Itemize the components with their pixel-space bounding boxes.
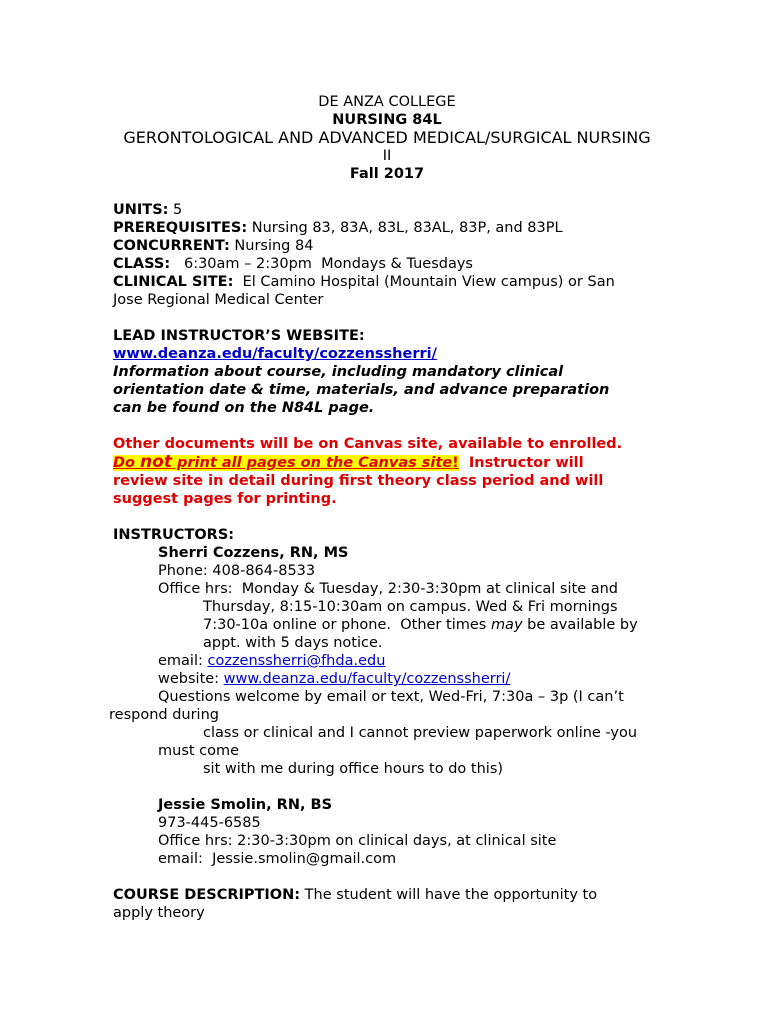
college-name: DE ANZA COLLEGE [318,94,456,110]
website-desc-1: Information about course, including mandatory clinical [113,364,564,380]
instructor-1-website-line: website: www.deanza.edu/faculty/cozzenssherri/ [158,671,511,687]
instructor-2-name: Jessie Smolin, RN, BS [158,797,333,813]
instructor-1-questions-1: Questions welcome by email or text, Wed-Fri, 7:30a – 3p (I can’t [158,689,624,705]
concurrent-label: CONCURRENT: [113,238,230,254]
exclamation-highlight: ! [452,455,459,471]
instructor-1-website-link[interactable]: www.deanza.edu/faculty/cozzenssherri/ [223,671,511,687]
website-desc-2: orientation date & time, materials, and advance preparation [113,382,610,398]
course-code: NURSING 84L [332,112,442,128]
clinical-site-value-2: Jose Regional Medical Center [113,292,324,308]
prereq-line [113,219,661,237]
course-description-line-1: COURSE DESCRIPTION: The student will have the opportunity to [113,887,598,903]
instructor-2-office: Office hrs: 2:30-3:30pm on clinical days, at clinical site [158,833,557,849]
class-line [113,255,661,273]
clinical-site-line [113,273,661,291]
course-title-line-2: II [382,148,392,164]
course-description-line-2: apply theory [113,905,205,921]
instructor-1-office-3: 7:30-10a online or phone. Other times may be available by [203,617,638,633]
document-page [109,93,661,922]
lead-instructor-website-link[interactable]: www.deanza.edu/faculty/cozzenssherri/ [113,346,437,362]
instructor-1-questions-2: respond during [109,707,219,723]
instructor-1-name: Sherri Cozzens, RN, MS [158,545,349,561]
website-label: LEAD INSTRUCTOR’S WEBSITE: [113,328,365,344]
units-label: UNITS: [113,202,169,218]
class-value: 6:30am – 2:30pm Mondays & Tuesdays [170,256,473,272]
do-not-print-highlight: Do not print all pages on the Canvas site [113,452,453,472]
instructor-1-office-1: Office hrs: Monday & Tuesday, 2:30-3:30pm at clinical site and [158,581,619,597]
canvas-notice-line-3: review site in detail during first theory class period and will [113,473,604,489]
prereq-value: Nursing 83, 83A, 83L, 83AL, 83P, and 83PL [247,220,563,236]
clinical-site-label: CLINICAL SITE: [113,274,234,290]
instructor-2-email: email: Jessie.smolin@gmail.com [158,851,397,867]
canvas-notice-line-1: Other documents will be on Canvas site, available to enrolled. [113,436,623,452]
canvas-notice-line-2: Do not print all pages on the Canvas site! Instructor will [113,452,584,472]
instructor-1-phone: Phone: 408-864-8533 [158,563,316,579]
canvas-notice-line-4: suggest pages for printing. [113,491,337,507]
instructors-label: INSTRUCTORS: [113,527,235,543]
instructor-1-questions-4: must come [158,743,240,759]
term: Fall 2017 [349,166,425,182]
class-label: CLASS: [113,256,171,272]
instructor-1-office-4: appt. with 5 days notice. [203,635,383,651]
instructor-1-office-2: Thursday, 8:15-10:30am on campus. Wed & Fri mornings [203,599,618,615]
instructor-2-phone: 973-445-6585 [158,815,261,831]
concurrent-value: Nursing 84 [229,238,314,254]
clinical-site-value-1: El Camino Hospital (Mountain View campus) or San [233,274,615,290]
prereq-label: PREREQUISITES: [113,220,248,236]
instructor-1-email-line: email: cozzenssherri@fhda.edu [158,653,386,669]
units-line [113,201,661,219]
course-description-label: COURSE DESCRIPTION: [113,887,301,903]
instructor-1-questions-3: class or clinical and I cannot preview paperwork online -you [203,725,638,741]
instructor-1-email-link[interactable]: cozzenssherri@fhda.edu [207,653,386,669]
concurrent-line [113,237,661,255]
instructor-1-questions-5: sit with me during office hours to do this) [203,761,504,777]
units-value: 5 [168,202,183,218]
website-desc-3: can be found on the N84L page. [113,400,375,416]
course-title-line-1: GERONTOLOGICAL AND ADVANCED MEDICAL/SURGICAL NURSING [123,128,651,147]
